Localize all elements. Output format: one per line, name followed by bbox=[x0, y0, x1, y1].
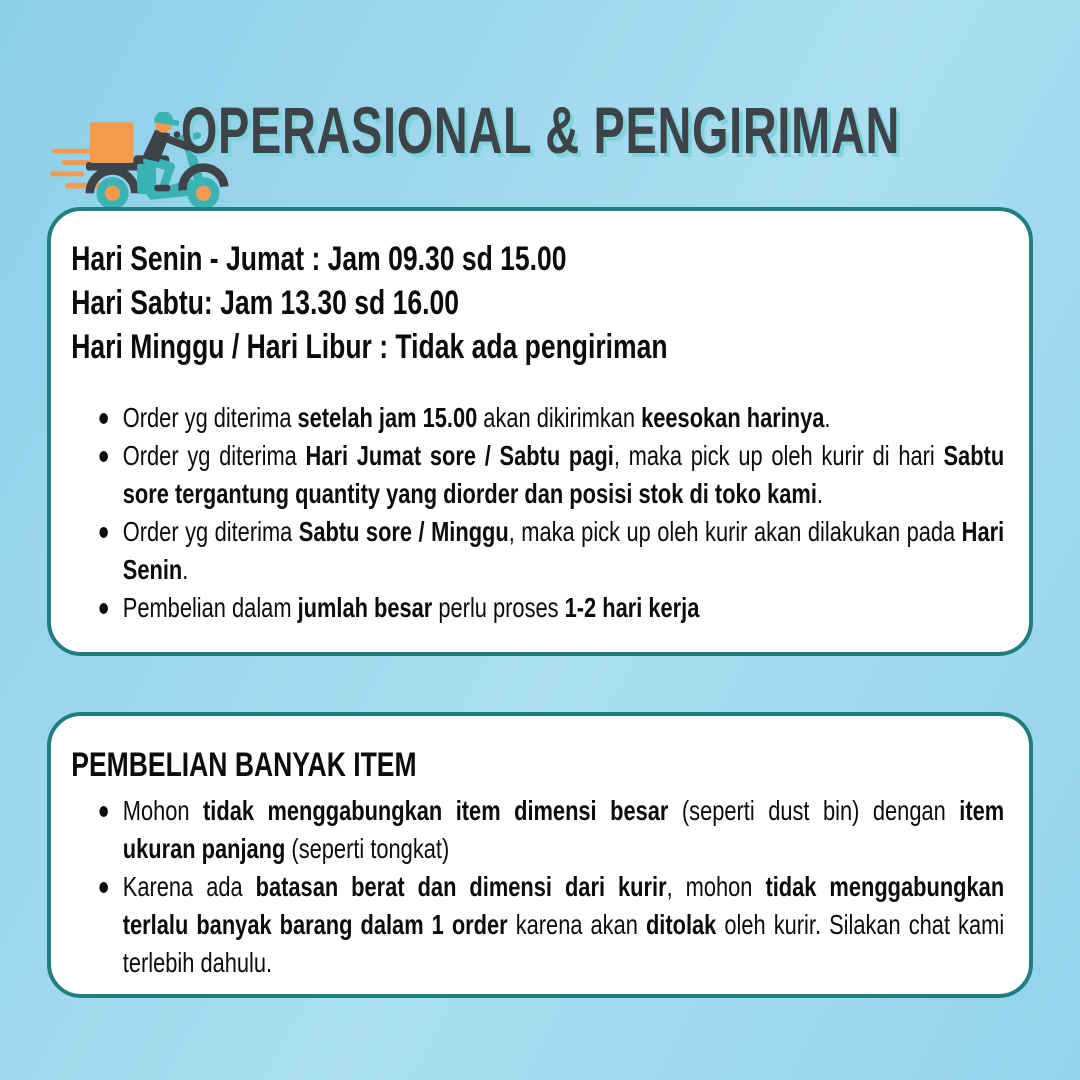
schedule-line-saturday: Hari Sabtu: Jam 13.30 sd 16.00 bbox=[71, 284, 459, 322]
delivery-notes-list bbox=[71, 399, 1004, 627]
page-title-text: OPERASIONAL & PENGIRIMAN bbox=[180, 93, 900, 167]
bulk-purchase-content bbox=[51, 716, 1029, 982]
bulk-purchase-list bbox=[71, 792, 1004, 982]
list-item: Karena ada batasan berat dan dimensi dari kurir, mohon tidak menggabungkan terlalu banyak barang dalam 1 order karena akan ditolak oleh kurir. Silakan chat kami terlebih dahulu. bbox=[71, 868, 1004, 982]
list-item: Order yg diterima Sabtu sore / Minggu, maka pick up oleh kurir akan dilakukan pada Hari Senin. bbox=[71, 513, 1004, 589]
list-item: Order yg diterima setelah jam 15.00 akan dikirimkan keesokan harinya. bbox=[71, 399, 1004, 437]
schedule-line-weekdays: Hari Senin - Jumat : Jam 09.30 sd 15.00 bbox=[71, 240, 567, 278]
list-item: Mohon tidak menggabungkan item dimensi besar (seperti dust bin) dengan item ukuran panjang (seperti tongkat) bbox=[71, 792, 1004, 868]
card-heading: PEMBELIAN BANYAK ITEM bbox=[71, 746, 417, 784]
bulk-purchase-card bbox=[47, 712, 1033, 998]
list-item: Order yg diterima Hari Jumat sore / Sabtu pagi, maka pick up oleh kurir di hari Sabtu sore tergantung quantity yang diorder dan posisi stok di toko kami. bbox=[71, 437, 1004, 513]
operational-hours-card bbox=[47, 207, 1033, 656]
page-title bbox=[0, 92, 1080, 168]
schedule-line-sunday-holiday: Hari Minggu / Hari Libur : Tidak ada pengiriman bbox=[71, 328, 668, 366]
list-item: Pembelian dalam jumlah besar perlu proses 1-2 hari kerja bbox=[71, 589, 1004, 627]
operational-hours-content bbox=[51, 211, 1029, 627]
